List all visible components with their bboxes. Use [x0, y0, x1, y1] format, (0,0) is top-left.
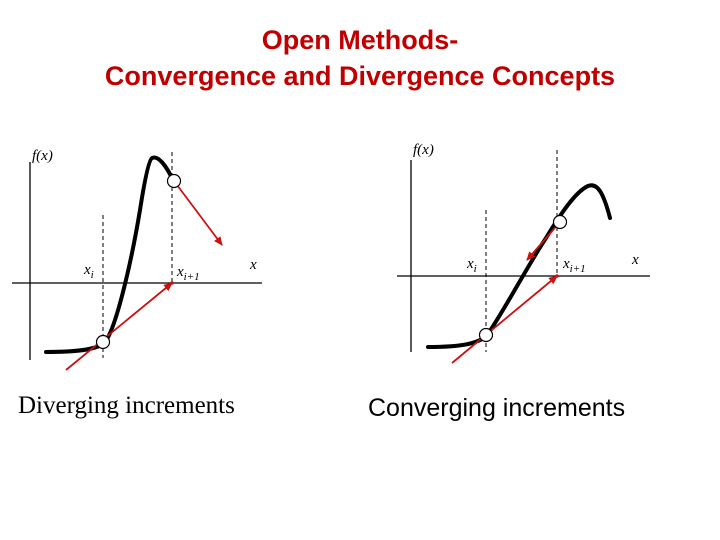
left-panel: [12, 148, 262, 370]
right-point-xi1: [554, 216, 567, 229]
right-point-xi: [480, 329, 493, 342]
right-x-axis-label: x: [632, 252, 639, 268]
left-function-curve: [46, 157, 174, 352]
right-xi-label: $x_i$: [467, 256, 477, 275]
left-y-axis-label: f(x): [32, 148, 53, 164]
title-line-2: Convergence and Divergence Concepts: [104, 61, 616, 91]
title-line-1: Open Methods-: [261, 25, 459, 55]
left-tangent-at-xi1: [174, 181, 222, 245]
right-xi1-axis-dot: [555, 274, 559, 278]
right-y-axis-label: f(x): [413, 142, 434, 158]
left-caption: Diverging increments: [18, 392, 235, 419]
right-tangent-at-xi1: [527, 222, 560, 260]
left-xi1-label: $x_{i+1}$: [177, 264, 200, 283]
right-xi1-label: $x_{i+1}$: [563, 256, 586, 275]
left-xi1-axis-dot: [170, 281, 174, 285]
left-xi-label: $x_i$: [84, 262, 94, 281]
right-caption: Converging increments: [368, 394, 626, 422]
right-tangent-at-xi: [452, 276, 557, 363]
left-point-xi: [97, 336, 110, 349]
left-x-axis-label: x: [250, 257, 257, 273]
left-tangent-at-xi: [66, 283, 172, 370]
right-panel: [397, 142, 650, 363]
left-point-xi1: [168, 175, 181, 188]
